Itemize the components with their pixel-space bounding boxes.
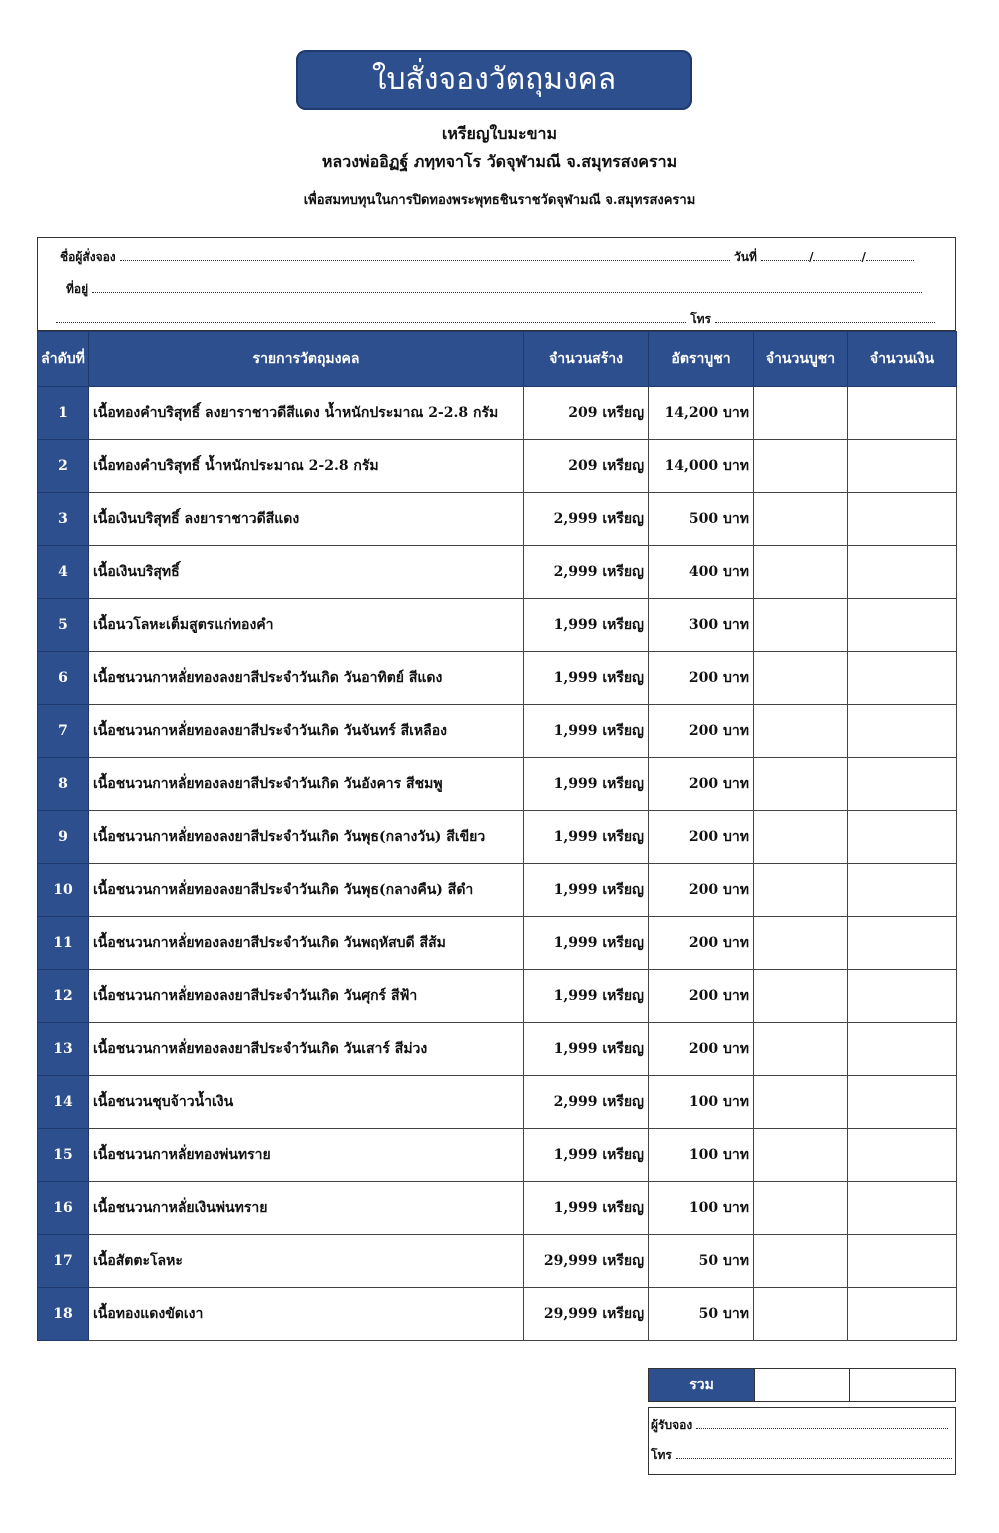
row-amount-cell[interactable] xyxy=(848,970,957,1023)
row-item: เนื้อชนวนกาหลั่ยทองลงยาสีประจำวันเกิด วันจันทร์ สีเหลือง xyxy=(89,705,524,758)
row-number: 12 xyxy=(38,970,89,1023)
row-amount-cell[interactable] xyxy=(848,1235,957,1288)
table-row xyxy=(38,652,957,705)
name-field[interactable] xyxy=(120,250,730,261)
row-qty-made: 1,999 เหรียญ xyxy=(524,917,649,970)
subtitle-monk: หลวงพ่ออิฏฐ์ ภทฺทจาโร วัดจุฬามณี จ.สมุทรสงคราม xyxy=(321,152,678,171)
table-row xyxy=(38,493,957,546)
row-qty-made: 209 เหรียญ xyxy=(524,440,649,493)
row-item: เนื้อนวโลหะเต็มสูตรแก่ทองคำ xyxy=(89,599,524,652)
row-order-qty-cell[interactable] xyxy=(754,1288,848,1341)
row-order-qty-cell[interactable] xyxy=(754,1235,848,1288)
address-field[interactable] xyxy=(92,282,922,293)
header-price: อัตราบูชา xyxy=(649,332,754,387)
receiver-line xyxy=(651,1416,948,1435)
total-label: รวม xyxy=(649,1369,755,1401)
row-qty-made: 29,999 เหรียญ xyxy=(524,1235,649,1288)
row-price: 14,200 บาท xyxy=(649,387,754,440)
row-order-qty-cell[interactable] xyxy=(754,652,848,705)
date-label: วันที่ xyxy=(734,250,757,264)
row-order-qty-cell[interactable] xyxy=(754,546,848,599)
phone-line xyxy=(56,310,935,329)
row-price: 200 บาท xyxy=(649,1023,754,1076)
row-item: เนื้อทองแดงขัดเงา xyxy=(89,1288,524,1341)
table-row xyxy=(38,1129,957,1182)
row-number: 2 xyxy=(38,440,89,493)
address-field-2[interactable] xyxy=(56,312,686,323)
row-amount-cell[interactable] xyxy=(848,811,957,864)
row-amount-cell[interactable] xyxy=(848,440,957,493)
row-price: 200 บาท xyxy=(649,705,754,758)
total-qty-cell[interactable] xyxy=(755,1369,850,1401)
phone-label: โทร xyxy=(690,312,711,326)
row-item: เนื้อชนวนกาหลั่ยทองลงยาสีประจำวันเกิด วันพุธ(กลางวัน) สีเขียว xyxy=(89,811,524,864)
row-number: 18 xyxy=(38,1288,89,1341)
row-price: 300 บาท xyxy=(649,599,754,652)
row-price: 200 บาท xyxy=(649,970,754,1023)
row-order-qty-cell[interactable] xyxy=(754,864,848,917)
row-order-qty-cell[interactable] xyxy=(754,758,848,811)
row-number: 11 xyxy=(38,917,89,970)
row-qty-made: 1,999 เหรียญ xyxy=(524,811,649,864)
table-row xyxy=(38,917,957,970)
table-header-row xyxy=(38,332,957,387)
row-item: เนื้อชนวนกาหลั่ยทองลงยาสีประจำวันเกิด วันศุกร์ สีฟ้า xyxy=(89,970,524,1023)
table-row xyxy=(38,970,957,1023)
row-amount-cell[interactable] xyxy=(848,599,957,652)
row-order-qty-cell[interactable] xyxy=(754,811,848,864)
row-order-qty-cell[interactable] xyxy=(754,1076,848,1129)
row-number: 14 xyxy=(38,1076,89,1129)
header-no: ลำดับที่ xyxy=(38,332,89,387)
row-price: 200 บาท xyxy=(649,811,754,864)
row-amount-cell[interactable] xyxy=(848,758,957,811)
row-order-qty-cell[interactable] xyxy=(754,440,848,493)
row-qty-made: 1,999 เหรียญ xyxy=(524,652,649,705)
row-price: 100 บาท xyxy=(649,1182,754,1235)
receiver-box xyxy=(648,1407,956,1475)
row-price: 200 บาท xyxy=(649,917,754,970)
row-item: เนื้อเงินบริสุทธิ์ ลงยาราชาวดีสีแดง xyxy=(89,493,524,546)
receiver-phone-label: โทร xyxy=(651,1448,672,1462)
row-item: เนื้อชนวนกาหลั่ยทองพ่นทราย xyxy=(89,1129,524,1182)
header-qty-made: จำนวนสร้าง xyxy=(524,332,649,387)
row-number: 3 xyxy=(38,493,89,546)
row-item: เนื้อทองคำบริสุทธิ์ น้ำหนักประมาณ 2-2.8 กรัม xyxy=(89,440,524,493)
table-row xyxy=(38,1288,957,1341)
receiver-field[interactable] xyxy=(696,1418,948,1429)
row-qty-made: 2,999 เหรียญ xyxy=(524,546,649,599)
total-row xyxy=(648,1368,956,1402)
date-separator: / xyxy=(861,250,866,264)
page-title: ใบสั่งจองวัตถุมงคล xyxy=(296,50,692,110)
row-qty-made: 1,999 เหรียญ xyxy=(524,1129,649,1182)
phone-field[interactable] xyxy=(715,312,935,323)
table-row xyxy=(38,705,957,758)
name-line xyxy=(60,248,914,267)
table-row xyxy=(38,1182,957,1235)
row-qty-made: 2,999 เหรียญ xyxy=(524,493,649,546)
receiver-label: ผู้รับจอง xyxy=(651,1418,693,1432)
table-row xyxy=(38,811,957,864)
row-order-qty-cell[interactable] xyxy=(754,387,848,440)
row-item: เนื้อชนวนกาหลั่ยทองลงยาสีประจำวันเกิด วันอังคาร สีชมพู xyxy=(89,758,524,811)
customer-info-box xyxy=(37,237,956,331)
row-order-qty-cell[interactable] xyxy=(754,1129,848,1182)
row-amount-cell[interactable] xyxy=(848,1023,957,1076)
row-item: เนื้อชนวนกาหลั่ยทองลงยาสีประจำวันเกิด วันเสาร์ สีม่วง xyxy=(89,1023,524,1076)
row-order-qty-cell[interactable] xyxy=(754,705,848,758)
row-price: 400 บาท xyxy=(649,546,754,599)
row-price: 500 บาท xyxy=(649,493,754,546)
table-row xyxy=(38,1235,957,1288)
date-month-field[interactable] xyxy=(813,250,861,261)
row-number: 7 xyxy=(38,705,89,758)
row-amount-cell[interactable] xyxy=(848,493,957,546)
row-amount-cell[interactable] xyxy=(848,705,957,758)
row-price: 50 บาท xyxy=(649,1288,754,1341)
row-number: 6 xyxy=(38,652,89,705)
row-price: 200 บาท xyxy=(649,864,754,917)
row-qty-made: 1,999 เหรียญ xyxy=(524,970,649,1023)
row-amount-cell[interactable] xyxy=(848,1288,957,1341)
row-price: 100 บาท xyxy=(649,1129,754,1182)
row-qty-made: 1,999 เหรียญ xyxy=(524,758,649,811)
table-row xyxy=(38,387,957,440)
row-item: เนื้อชนวนกาหลั่ยเงินพ่นทราย xyxy=(89,1182,524,1235)
table-row xyxy=(38,864,957,917)
row-qty-made: 29,999 เหรียญ xyxy=(524,1288,649,1341)
receiver-phone-line xyxy=(651,1446,952,1465)
header-order-qty: จำนวนบูชา xyxy=(754,332,848,387)
row-number: 15 xyxy=(38,1129,89,1182)
row-amount-cell[interactable] xyxy=(848,1076,957,1129)
row-amount-cell[interactable] xyxy=(848,864,957,917)
header-item: รายการวัตถุมงคล xyxy=(89,332,524,387)
row-order-qty-cell[interactable] xyxy=(754,599,848,652)
row-qty-made: 1,999 เหรียญ xyxy=(524,864,649,917)
subtitle-coin: เหรียญใบมะขาม xyxy=(441,124,558,143)
row-amount-cell[interactable] xyxy=(848,917,957,970)
address-line xyxy=(66,280,922,299)
date-day-field[interactable] xyxy=(761,250,809,261)
table-row xyxy=(38,440,957,493)
row-number: 5 xyxy=(38,599,89,652)
row-order-qty-cell[interactable] xyxy=(754,493,848,546)
row-number: 9 xyxy=(38,811,89,864)
name-label: ชื่อผู้สั่งจอง xyxy=(60,250,116,264)
row-amount-cell[interactable] xyxy=(848,1182,957,1235)
date-separator: / xyxy=(809,250,814,264)
address-label: ที่อยู่ xyxy=(66,282,89,296)
row-item: เนื้อสัตตะโลหะ xyxy=(89,1235,524,1288)
row-order-qty-cell[interactable] xyxy=(754,917,848,970)
row-qty-made: 1,999 เหรียญ xyxy=(524,599,649,652)
header-amount: จำนวนเงิน xyxy=(848,332,957,387)
row-price: 200 บาท xyxy=(649,652,754,705)
row-amount-cell[interactable] xyxy=(848,387,957,440)
row-price: 14,000 บาท xyxy=(649,440,754,493)
row-qty-made: 1,999 เหรียญ xyxy=(524,1182,649,1235)
row-order-qty-cell[interactable] xyxy=(754,1182,848,1235)
row-number: 1 xyxy=(38,387,89,440)
row-item: เนื้อทองคำบริสุทธิ์ ลงยาราชาวดีสีแดง น้ำหนักประมาณ 2-2.8 กรัม xyxy=(89,387,524,440)
row-number: 17 xyxy=(38,1235,89,1288)
order-table xyxy=(37,331,957,1341)
row-item: เนื้อชนวนกาหลั่ยทองลงยาสีประจำวันเกิด วันพฤหัสบดี สีส้ม xyxy=(89,917,524,970)
row-item: เนื้อเงินบริสุทธิ์ xyxy=(89,546,524,599)
total-amount-cell[interactable] xyxy=(850,1369,955,1401)
row-amount-cell[interactable] xyxy=(848,652,957,705)
row-number: 4 xyxy=(38,546,89,599)
subtitle-purpose: เพื่อสมทบทุนในการปิดทองพระพุทธชินราชวัดจุฬามณี จ.สมุทรสงคราม xyxy=(303,193,696,208)
row-item: เนื้อชนวนชุบจ้าวน้ำเงิน xyxy=(89,1076,524,1129)
row-price: 100 บาท xyxy=(649,1076,754,1129)
row-price: 200 บาท xyxy=(649,758,754,811)
row-order-qty-cell[interactable] xyxy=(754,1023,848,1076)
table-row xyxy=(38,546,957,599)
table-row xyxy=(38,1076,957,1129)
row-qty-made: 2,999 เหรียญ xyxy=(524,1076,649,1129)
row-number: 13 xyxy=(38,1023,89,1076)
row-item: เนื้อชนวนกาหลั่ยทองลงยาสีประจำวันเกิด วันอาทิตย์ สีแดง xyxy=(89,652,524,705)
row-order-qty-cell[interactable] xyxy=(754,970,848,1023)
row-number: 16 xyxy=(38,1182,89,1235)
row-qty-made: 209 เหรียญ xyxy=(524,387,649,440)
row-number: 10 xyxy=(38,864,89,917)
date-year-field[interactable] xyxy=(866,250,914,261)
table-row xyxy=(38,758,957,811)
row-price: 50 บาท xyxy=(649,1235,754,1288)
row-qty-made: 1,999 เหรียญ xyxy=(524,705,649,758)
receiver-phone-field[interactable] xyxy=(676,1448,952,1459)
table-row xyxy=(38,1023,957,1076)
row-amount-cell[interactable] xyxy=(848,546,957,599)
row-amount-cell[interactable] xyxy=(848,1129,957,1182)
table-row xyxy=(38,599,957,652)
row-item: เนื้อชนวนกาหลั่ยทองลงยาสีประจำวันเกิด วันพุธ(กลางคืน) สีดำ xyxy=(89,864,524,917)
row-qty-made: 1,999 เหรียญ xyxy=(524,1023,649,1076)
row-number: 8 xyxy=(38,758,89,811)
